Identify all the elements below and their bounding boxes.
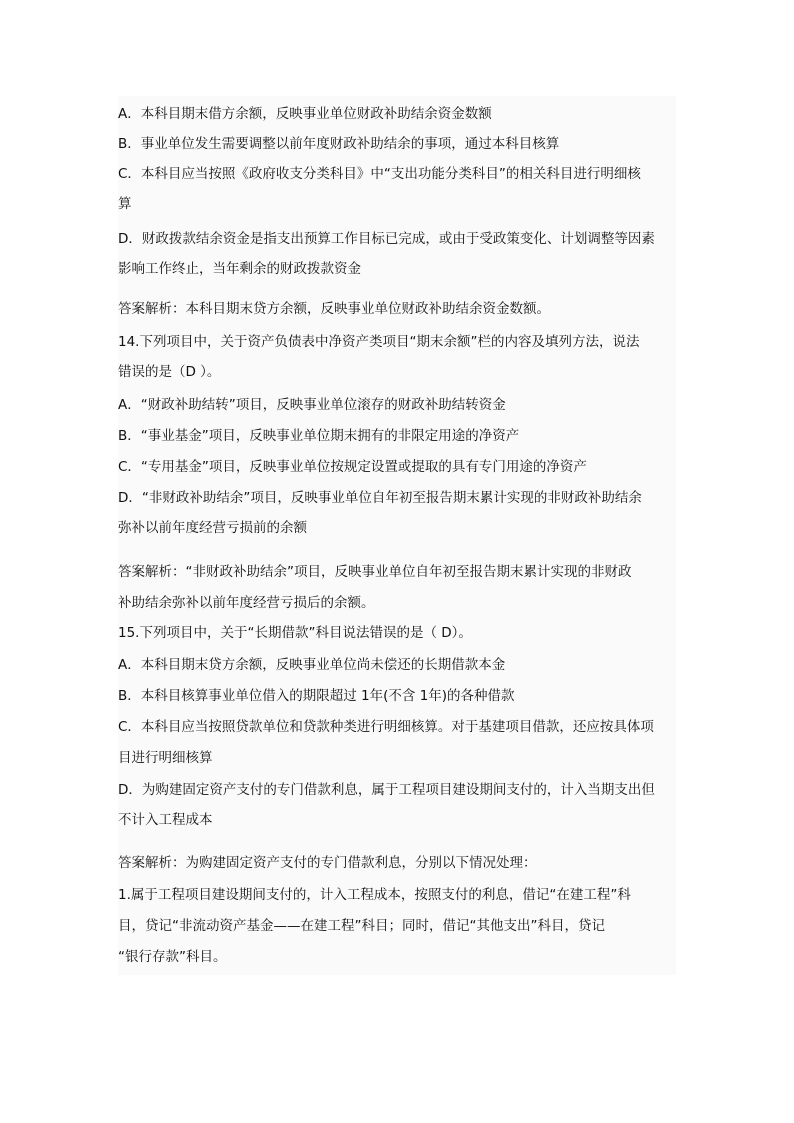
q14-analysis-line2: 补助结余弥补以前年度经营亏损后的余额。	[118, 595, 375, 611]
q13-option-d-line2: 影响工作终止，当年剩余的财政拨款资金	[118, 261, 361, 277]
q14-option-c: C．“专用基金”项目，反映事业单位按规定设置或提取的具有专门用途的净资产	[118, 459, 587, 475]
q14-option-b: B．“事业基金”项目，反映事业单位期末拥有的非限定用途的净资产	[118, 428, 520, 444]
document-page	[118, 96, 676, 975]
q14-stem-line1: 14.下列项目中，关于资产负债表中净资产类项目“期末余额”栏的内容及填列方法，说法	[118, 334, 640, 350]
q13-option-a: A．本科目期末借方余额，反映事业单位财政补助结余资金数额	[118, 106, 492, 122]
q13-option-b: B．事业单位发生需要调整以前年度财政补助结余的事项，通过本科目核算	[118, 136, 560, 152]
q15-analysis: 答案解析：为购建固定资产支付的专门借款利息，分别以下情况处理：	[118, 855, 537, 871]
q15-item1-line2: 目，贷记“非流动资产基金——在建工程”科目；同时，借记“其他支出”科目，贷记	[118, 918, 605, 934]
q13-analysis: 答案解析：本科目期末贷方余额，反映事业单位财政补助结余资金数额。	[118, 301, 550, 317]
q15-option-c-line2: 目进行明细核算	[118, 750, 213, 766]
q14-stem-line2: 错误的是（D ）。	[118, 364, 221, 380]
q14-option-d-line2: 弥补以前年度经营亏损前的余额	[118, 520, 307, 536]
q15-option-a: A．本科目期末贷方余额，反映事业单位尚未偿还的长期借款本金	[118, 657, 506, 673]
q13-option-d-line1: D．财政拨款结余资金是指支出预算工作目标已完成，或由于受政策变化、计划调整等因素	[118, 231, 655, 247]
q14-option-a: A．“财政补助结转”项目，反映事业单位滚存的财政补助结转资金	[118, 397, 506, 413]
q14-option-d-line1: D．“非财政补助结余”项目，反映事业单位自年初至报告期末累计实现的非财政补助结余	[118, 490, 642, 506]
q13-option-c-line2: 算	[118, 196, 132, 212]
q15-stem: 15.下列项目中，关于“长期借款”科目说法错误的是（ D）。	[118, 625, 472, 641]
q15-item1-line1: 1.属于工程项目建设期间支付的，计入工程成本，按照支付的利息，借记“在建工程”科	[118, 887, 631, 903]
q13-option-c-line1: C．本科目应当按照《政府收支分类科目》中“支出功能分类科目”的相关科目进行明细核	[118, 166, 641, 182]
q15-option-d-line1: D．为购建固定资产支付的专门借款利息，属于工程项目建设期间支付的，计入当期支出但	[118, 782, 655, 798]
q15-option-c-line1: C．本科目应当按照贷款单位和贷款种类进行明细核算。对于基建项目借款，还应按具体项	[118, 719, 654, 735]
q15-option-b: B．本科目核算事业单位借入的期限超过 1年(不含 1年)的各种借款	[118, 688, 515, 704]
q15-option-d-line2: 不计入工程成本	[118, 812, 213, 828]
q14-analysis-line1: 答案解析：“非财政补助结余”项目，反映事业单位自年初至报告期末累计实现的非财政	[118, 564, 632, 580]
q15-item1-line3: “银行存款”科目。	[118, 949, 227, 965]
